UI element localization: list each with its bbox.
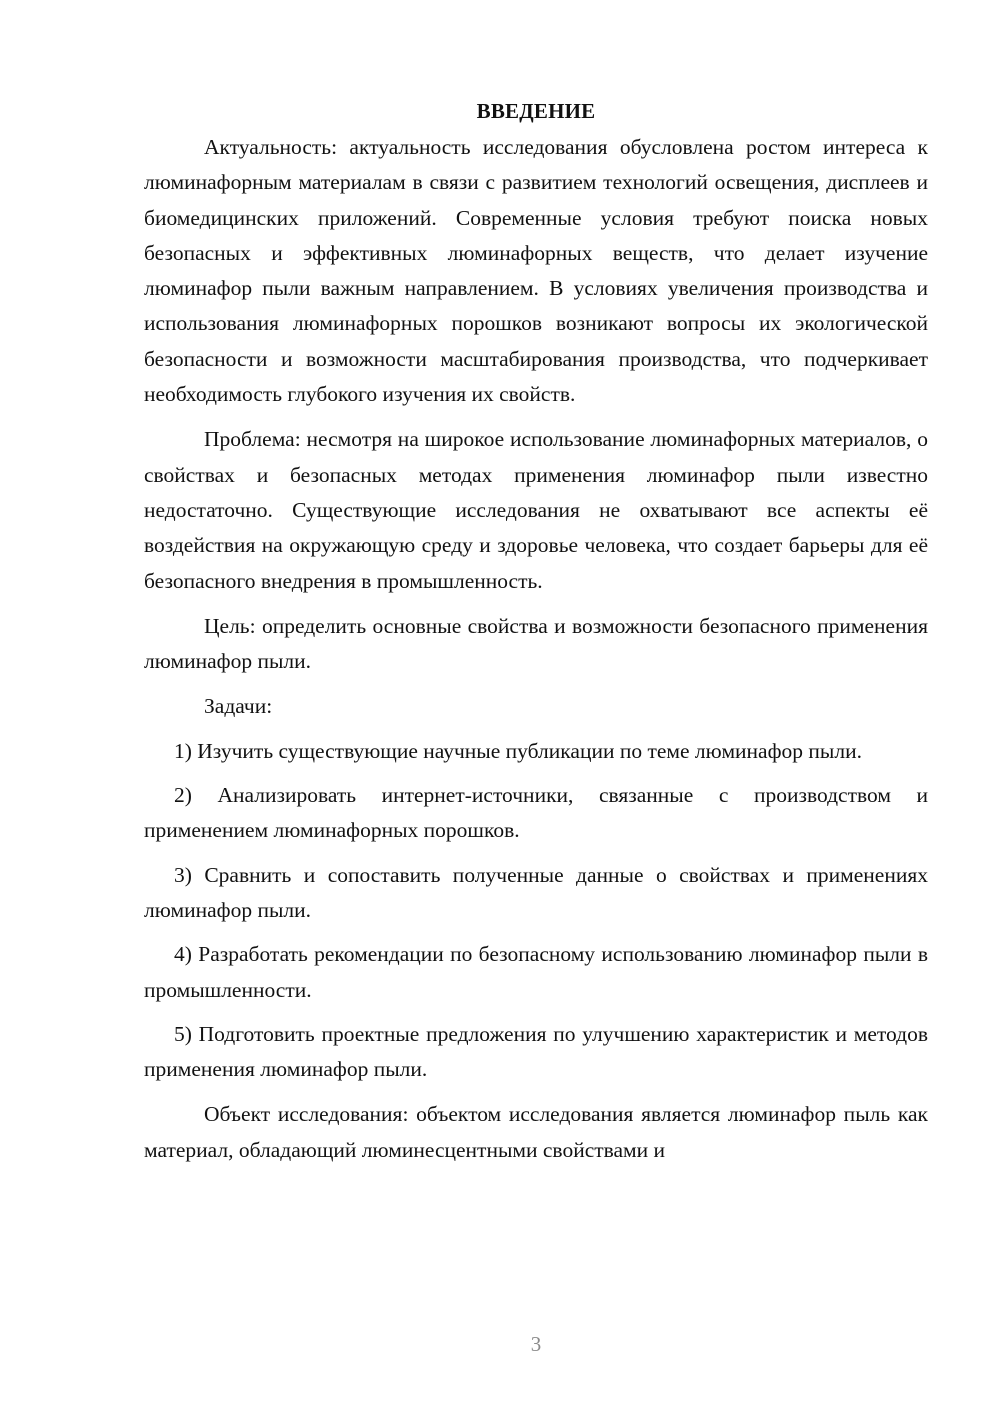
page-number: 3	[530, 1332, 542, 1356]
goal-paragraph: Цель: определить основные свойства и возможности безопасного применения люминафор пыли.	[144, 613, 928, 674]
task-item-5: 5) Подготовить проектные предложения по улучшению характеристик и методов применения люминафор пыли.	[144, 1021, 928, 1082]
relevance-paragraph: Актуальность: актуальность исследования обусловлена ростом интереса к люминафорным материалам в связи с развитием технологий освещения, дисплеев и биомедицинских приложений. Современные условия требуют поиска новых безопасных и эффективных люминафорных веществ, что делает изучение люминафор пыли важным направлением. В условиях увеличения производства и использования люминафорных порошков возникают вопросы их экологической безопасности и возможности масштабирования производства, что подчеркивает необходимость глубокого изучения их свойств.	[144, 135, 928, 407]
task-item-4: 4) Разработать рекомендации по безопасному использованию люминафор пыли в промышленности.	[144, 942, 928, 1002]
task-item-3: 3) Сравнить и сопоставить полученные данные о свойствах и применениях люминафор пыли.	[144, 862, 928, 922]
tasks-heading: Задачи:	[204, 694, 273, 719]
problem-paragraph: Проблема: несмотря на широкое использование люминафорных материалов, о свойствах и безопасных методах применения люминафор пыли известно недостаточно. Существующие исследования не охватывают все аспекты её воздействия на окружающую среду и здоровье человека, что создает барьеры для её безопасного внедрения в промышленность.	[144, 427, 928, 593]
document-body	[144, 94, 928, 1168]
section-title: ВВЕДЕНИЕ	[476, 99, 596, 123]
task-item-1: 1) Изучить существующие научные публикации по теме люминафор пыли.	[174, 738, 862, 763]
task-item-2: 2) Анализировать интернет-источники, связанные с производством и применением люминафорных порошков.	[144, 783, 928, 843]
object-paragraph: Объект исследования: объектом исследования является люминафор пыль как материал, обладающий люминесцентными свойствами и	[144, 1102, 928, 1162]
